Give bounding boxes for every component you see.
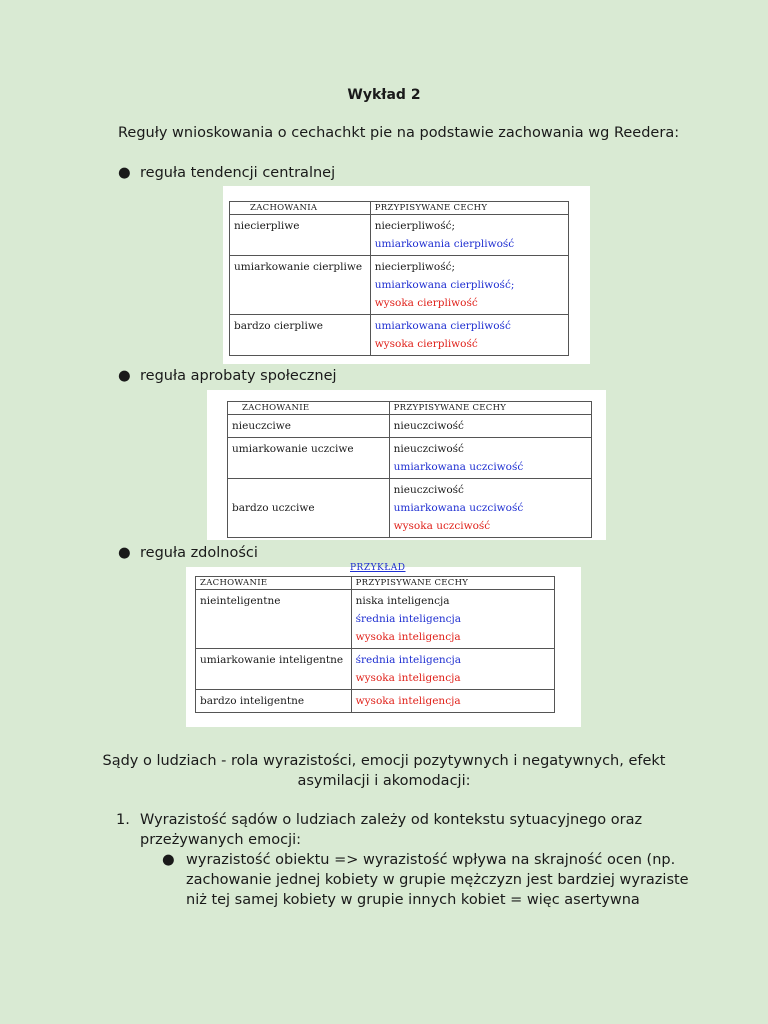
table-row <box>230 256 569 315</box>
sub-bullet <box>116 850 756 910</box>
sub-bullet-line1: wyrazistość obiektu => wyrazistość wpływa na skrajność ocen (np. <box>186 852 676 868</box>
bullet-icon: ● <box>118 165 131 181</box>
traits-cell <box>370 215 568 256</box>
judgments-heading-line1: Sądy o ludziach - rola wyrazistości, emocji pozytywnych i negatywnych, efekt <box>102 753 666 769</box>
traits-cell <box>389 479 591 538</box>
traits-cell <box>389 415 591 438</box>
trait-blue: umiarkowania cierpliwość <box>374 238 515 250</box>
sub-bullet-line2: zachowanie jednej kobiety w grupie mężczyzn jest bardziej wyraziste <box>186 872 689 888</box>
traits-cell <box>351 649 554 690</box>
bullet-social-approval <box>118 368 337 384</box>
trait-blue: umiarkowana cierpliwość; <box>374 279 515 291</box>
trait-red: wysoka uczciwość <box>393 520 491 532</box>
table-body <box>196 590 555 713</box>
list-item-line2: przeżywanych emocji: <box>140 832 302 848</box>
bullet-central-tendency <box>118 165 335 181</box>
header-traits: PRZYPISYWANE CECHY <box>389 402 591 415</box>
table-row <box>228 479 592 538</box>
bullet-icon: ● <box>118 368 131 384</box>
trait-black: nieuczciwość <box>393 443 464 455</box>
trait-black: nieuczciwość <box>393 420 464 432</box>
trait-black: nieuczciwość <box>393 484 464 496</box>
table-ability <box>195 576 555 713</box>
table-row <box>196 590 555 649</box>
header-behavior: ZACHOWANIE <box>196 577 352 590</box>
trait-red: wysoka cierpliwość <box>374 297 478 309</box>
header-traits: PRZYPISYWANE CECHY <box>351 577 554 590</box>
bullet-icon: ● <box>162 852 175 868</box>
trait-blue: umiarkowana uczciwość <box>393 461 524 473</box>
trait-red: wysoka inteligencja <box>355 695 461 707</box>
table-row <box>230 315 569 356</box>
table-central-tendency <box>229 201 569 356</box>
trait-blue: średnia inteligencja <box>355 613 462 625</box>
list-item-line1: Wyrazistość sądów o ludziach zależy od kontekstu sytuacyjnego oraz <box>140 812 643 828</box>
table-row <box>228 415 592 438</box>
behavior-cell: bardzo inteligentne <box>196 690 352 713</box>
trait-blue: umiarkowana cierpliwość <box>374 320 511 332</box>
behavior-cell: nieinteligentne <box>196 590 352 649</box>
example-caption: PRZYKŁAD <box>350 563 406 573</box>
behavior-cell: umiarkowanie cierpliwe <box>230 256 371 315</box>
intro-text: Reguły wnioskowania o cechachkt pie na podstawie zachowania wg Reedera: <box>118 125 680 141</box>
sub-bullet-line3: niż tej samej kobiety w grupie innych kobiet = więc asertywna <box>186 892 640 908</box>
traits-cell <box>370 256 568 315</box>
traits-cell <box>389 438 591 479</box>
table-social-approval <box>227 401 592 538</box>
table-row <box>230 215 569 256</box>
table-row <box>196 690 555 713</box>
bullet-label: reguła aprobaty społecznej <box>140 368 337 384</box>
judgments-heading <box>0 751 768 791</box>
behavior-cell: nieuczciwe <box>228 415 390 438</box>
behavior-cell: niecierpliwe <box>230 215 371 256</box>
header-traits: PRZYPISYWANE CECHY <box>370 202 568 215</box>
list-number: 1. <box>116 812 130 828</box>
table-row <box>228 438 592 479</box>
header-behavior: ZACHOWANIE <box>228 402 390 415</box>
trait-black: niecierpliwość; <box>374 220 456 232</box>
bullet-label: reguła tendencji centralnej <box>140 165 336 181</box>
traits-cell <box>351 590 554 649</box>
behavior-cell: umiarkowanie uczciwe <box>228 438 390 479</box>
header-behavior: ZACHOWANIA <box>230 202 371 215</box>
trait-blue: umiarkowana uczciwość <box>393 502 524 514</box>
trait-red: wysoka inteligencja <box>355 672 461 684</box>
behavior-cell: umiarkowanie inteligentne <box>196 649 352 690</box>
traits-cell <box>370 315 568 356</box>
trait-black: niska inteligencja <box>355 595 450 607</box>
table-row <box>196 649 555 690</box>
trait-red: wysoka inteligencja <box>355 631 461 643</box>
bullet-icon: ● <box>118 545 131 561</box>
bullet-label: reguła zdolności <box>140 545 258 561</box>
numbered-item-1 <box>116 810 756 910</box>
trait-red: wysoka cierpliwość <box>374 338 478 350</box>
trait-black: niecierpliwość; <box>374 261 456 273</box>
judgments-heading-line2: asymilacji i akomodacji: <box>297 773 471 789</box>
table-body <box>230 215 569 356</box>
traits-cell <box>351 690 554 713</box>
behavior-cell: bardzo uczciwe <box>228 479 390 538</box>
bullet-ability <box>118 545 258 561</box>
page-title: Wykład 2 <box>347 87 421 103</box>
behavior-cell: bardzo cierpliwe <box>230 315 371 356</box>
trait-blue: średnia inteligencja <box>355 654 462 666</box>
table-body <box>228 415 592 538</box>
